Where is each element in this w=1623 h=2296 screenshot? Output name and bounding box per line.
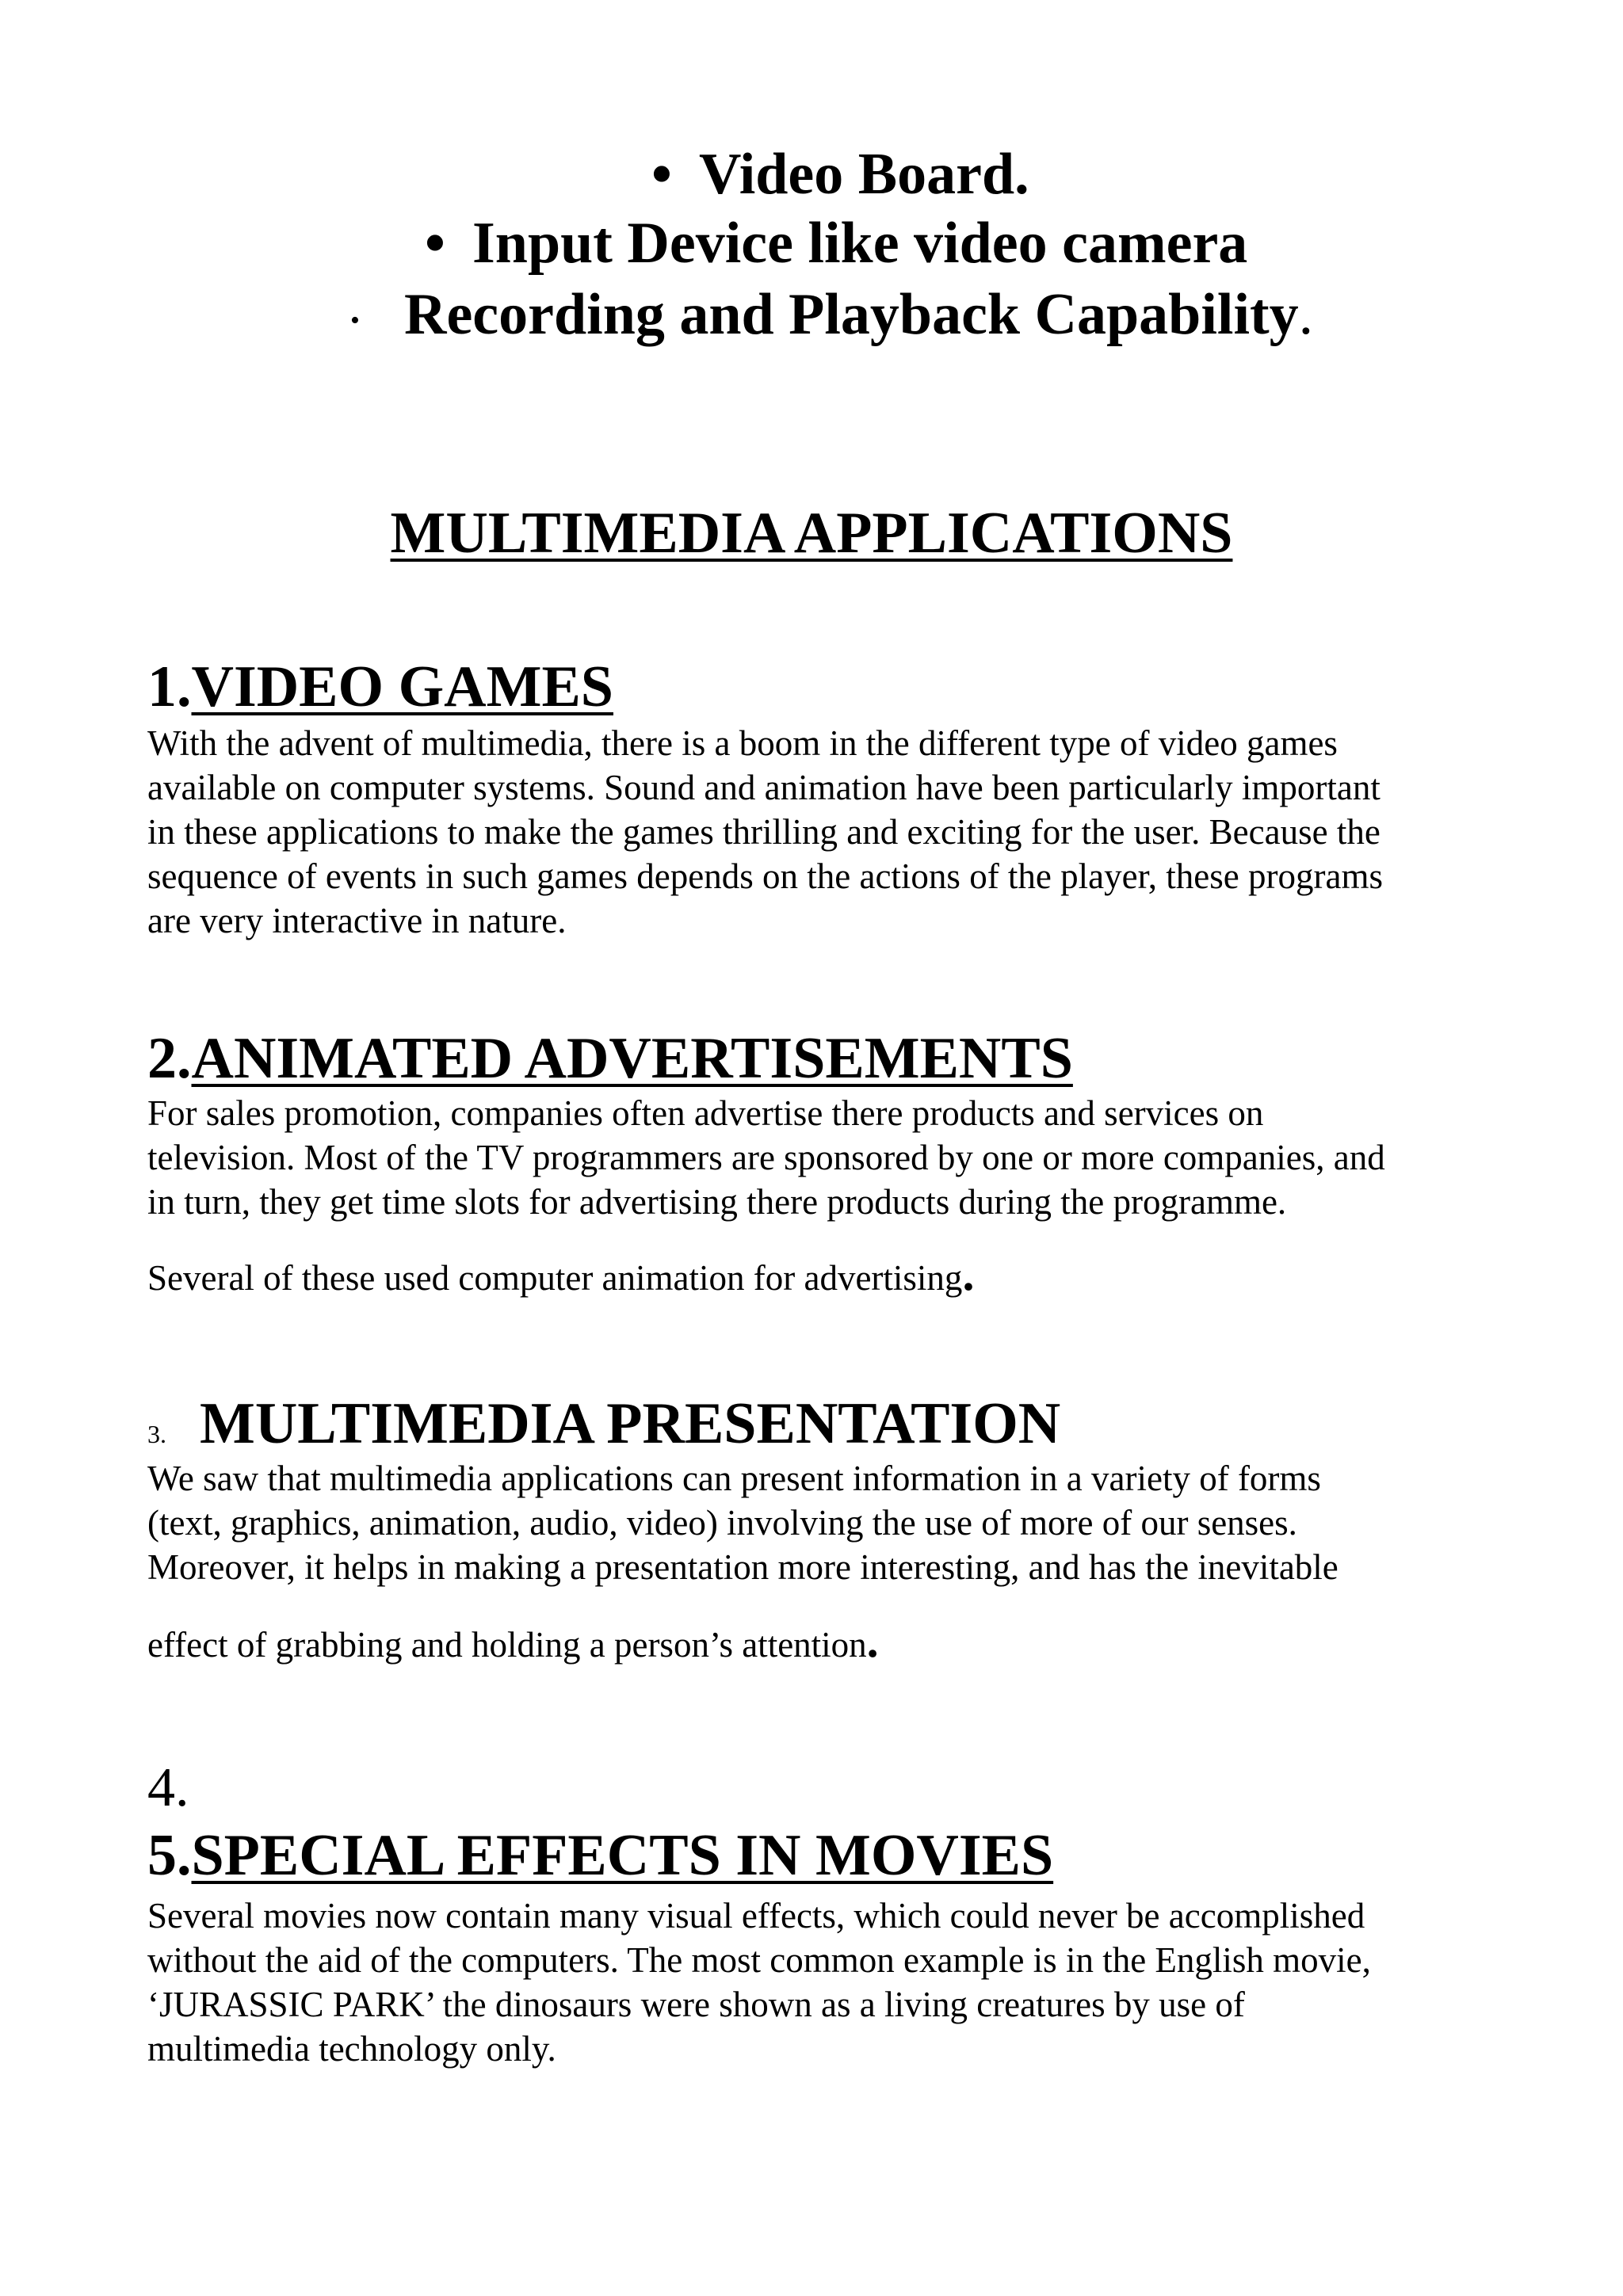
section-number-empty: 4. [147,1757,189,1818]
bullet-marker: • [350,306,360,335]
section-body-multimedia-presentation-extra [147,1615,1495,1667]
bullet-text: Video Board. [699,142,1029,207]
section-body-multimedia-presentation [147,1456,1495,1589]
body-line-wrapper [147,1248,1495,1300]
body-line: With the advent of multimedia, there is a boom in the different type of video games [147,723,1338,763]
body-line: For sales promotion, companies often advertise there products and services on [147,1093,1264,1133]
body-line-period: . [962,1248,975,1300]
body-line: Several movies now contain many visual effects, which could never be accomplished [147,1896,1365,1936]
body-line: without the aid of the computers. The most common example is in the English movie, [147,1940,1371,1980]
section-heading-special-effects [147,1820,1053,1891]
section-body-animated-advertisements [147,1091,1495,1224]
section-title: MULTIMEDIA PRESENTATION [200,1391,1061,1456]
section-heading-animated-advertisements [147,1023,1073,1094]
body-line: sequence of events in such games depends on the actions of the player, these programs [147,856,1383,896]
body-line: (text, graphics, animation, audio, video) involving the use of more of our senses. [147,1503,1297,1543]
section-title: VIDEO GAMES [191,654,613,719]
body-line: Several of these used computer animation for advertising [147,1258,963,1298]
body-line: Moreover, it helps in making a presentation more interesting, and has the inevitable [147,1547,1338,1587]
body-line: multimedia technology only. [147,2029,556,2069]
body-line: available on computer systems. Sound and animation have been particularly important [147,768,1381,807]
bullet-text-wrapper [404,279,1313,350]
section-number: 5. [147,1823,192,1888]
bullet-marker: • [425,211,445,276]
body-line: in these applications to make the games thrilling and exciting for the user. Because the [147,812,1381,852]
section-body-special-effects [147,1894,1495,2071]
body-line-period: . [866,1615,879,1667]
section-body-video-games [147,721,1495,943]
section-number: 1. [147,654,192,719]
bullet-marker: • [651,142,672,207]
section-heading-video-games [147,651,613,723]
page-title: MULTIMEDIA APPLICATIONS [390,501,1233,566]
body-line: are very interactive in nature. [147,901,567,940]
bullet-text: Input Device like video camera [472,211,1248,276]
bullet-text: Recording and Playback Capability [404,282,1299,347]
body-line-wrapper [147,1615,1495,1667]
bullet-trailing-period: . [1298,282,1314,347]
body-line: television. Most of the TV programmers are sponsored by one or more companies, and [147,1138,1385,1177]
section-number: 2. [147,1026,192,1091]
body-line: We saw that multimedia applications can present information in a variety of forms [147,1459,1321,1498]
section-title: SPECIAL EFFECTS IN MOVIES [191,1823,1054,1888]
section-number: 3. [147,1420,166,1448]
body-line: effect of grabbing and holding a person’s attention [147,1625,867,1665]
body-line: in turn, they get time slots for advertising there products during the programme. [147,1182,1287,1222]
section-body-animated-advertisements-extra [147,1248,1495,1300]
section-title: ANIMATED ADVERTISEMENTS [191,1026,1073,1091]
body-line: ‘JURASSIC PARK’ the dinosaurs were shown as a living creatures by use of [147,1985,1245,2024]
